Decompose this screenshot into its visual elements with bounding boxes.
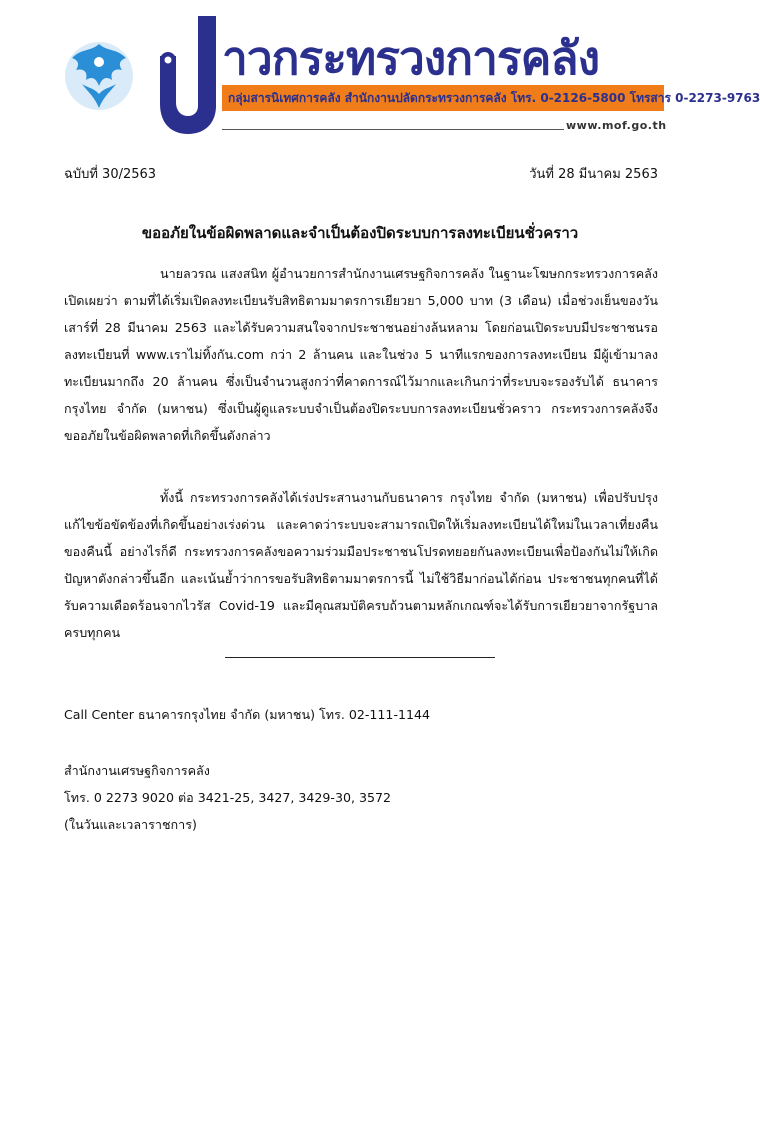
separator-line — [225, 657, 495, 658]
paragraph-2: ทั้งนี้ กระทรวงการคลังได้เร่งประสานงานกับธนาคาร กรุงไทย จำกัด (มหาชน) เพื่อปรับปรุงแก้ไขข้อขัดข้องที่เกิดขึ้นอย่างเร่งด่วน และคาดว่าระบบจะสามารถเปิดให้เริ่มลงทะเบียนได้ใหม่ในเวลาเที่ยงคืนของคืนนี้ อย่างไรก็ดี กระทรวงการคลังขอความร่วมมือประชาชนโปรดทยอยกันลงทะเบียนเพื่อป้องกันไม่ให้เกิดปัญหาดังกล่าวขึ้นอีก และเน้นย้ำว่าการขอรับสิทธิตามมาตรการนี้ ไม่ใช้วิธีมาก่อนได้ก่อน ประชาชนทุกคนที่ได้รับความเดือดร้อนจากไวรัส Covid-19 และมีคุณสมบัติครบถ้วนตามหลักเกณฑ์จะได้รับการเยียวยาจากรัฐบาลครบทุกคน — [64, 490, 658, 640]
header-rule — [222, 129, 564, 130]
garuda-emblem-icon — [60, 38, 138, 114]
issue-date: วันที่ 28 มีนาคม 2563 — [529, 167, 658, 182]
contact-bar: กลุ่มสารนิเทศการคลัง สำนักงานปลัดกระทรวงการคลัง โทร. 0-2126-5800 โทรสาร 0-2273-9763 — [222, 85, 664, 111]
issue-number: ฉบับที่ 30/2563 — [64, 167, 157, 182]
office-hours: (ในวันและเวลาราชการ) — [64, 817, 197, 832]
website-link[interactable]: www.mof.go.th — [566, 119, 667, 132]
office-phone: โทร. 0 2273 9020 ต่อ 3421-25, 3427, 3429-30, 3572 — [64, 790, 392, 805]
call-center: Call Center ธนาคารกรุงไทย จำกัด (มหาชน) โทร. 02-111-1144 — [64, 707, 431, 722]
masthead-big-letter — [158, 16, 218, 134]
paragraph-1: นายลวรณ แสงสนิท ผู้อำนวยการสำนักงานเศรษฐกิจการคลัง ในฐานะโฆษกกระทรวงการคลัง เปิดเผยว่า ตามที่ได้เริ่มเปิดลงทะเบียนรับสิทธิตามมาตรการเยียวยา 5,000 บาท (3 เดือน) เมื่อช่วงเย็นของวันเสาร์ที่ 28 มีนาคม 2563 และได้รับความสนใจจากประชาชนอย่างล้นหลาม โดยก่อนเปิดระบบมีประชาชนรอลงทะเบียนที่ www.เราไม่ทิ้งกัน.com กว่า 2 ล้านคน และในช่วง 5 นาทีแรกของการลงทะเบียน มีผู้เข้ามาลงทะเบียนมากถึง 20 ล้านคน ซึ่งเป็นจำนวนสูงกว่าที่คาดการณ์ไว้มากและเกินกว่าที่ระบบจะรองรับได้ ธนาคาร กรุงไทย จำกัด (มหาชน) ซึ่งเป็นผู้ดูแลระบบจำเป็นต้องปิดระบบการลงทะเบียนชั่วคราว กระทรวงการคลังจึงขออภัยในข้อผิดพลาดที่เกิดขึ้นดังกล่าว — [64, 266, 658, 443]
office-name: สำนักงานเศรษฐกิจการคลัง — [64, 763, 210, 778]
masthead — [0, 0, 760, 145]
masthead-title: าวกระทรวงการคลัง — [222, 31, 600, 85]
document-title: ขออภัยในข้อผิดพลาดและจำเป็นต้องปิดระบบการลงทะเบียนชั่วคราว — [141, 224, 579, 242]
